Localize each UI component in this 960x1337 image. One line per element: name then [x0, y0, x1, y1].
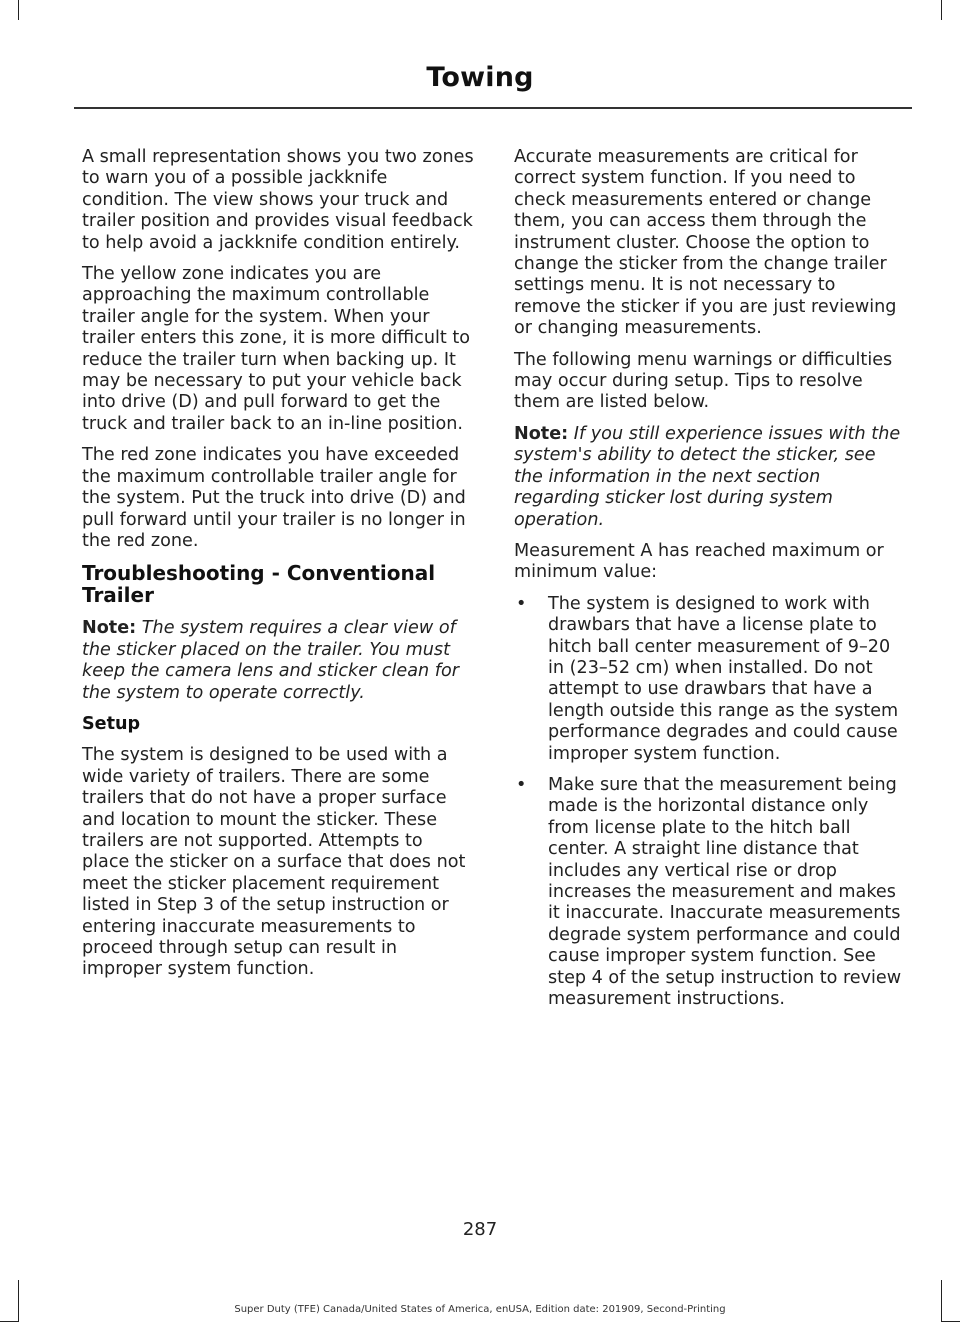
note-label: Note: [514, 423, 569, 444]
crop-mark-bottom-left-v [18, 1280, 19, 1322]
list-item [514, 594, 906, 765]
note-label: Note: [82, 618, 137, 639]
bullet-symbol: • [516, 774, 527, 795]
crop-mark-bottom-right-v [941, 1280, 942, 1322]
crop-mark-bottom-left-h [0, 1321, 19, 1322]
list-item [514, 775, 906, 1010]
paragraph-jackknife-zones: A small representation shows you two zones to warn you of a possible jackknife condition. The view shows your truck and trailer position and provides visual feedback to help avoid a jackknife condition entirely. [82, 147, 474, 253]
crop-mark-top-right [941, 0, 942, 20]
note-camera [82, 618, 474, 704]
section-title: Towing [426, 62, 534, 93]
right-column [514, 147, 906, 1020]
crop-mark-top-left [18, 0, 19, 20]
page-number: 287 [462, 1219, 498, 1240]
footer-edition: Super Duty (TFE) Canada/United States of America, enUSA, Edition date: 201909, Second-Printing [234, 1304, 726, 1315]
paragraph-yellow-zone: The yellow zone indicates you are approaching the maximum controllable trailer angle for the system. When your trailer enters this zone, it is more difficult to reduce the trailer turn when backing up. It may be necessary to put your vehicle back into drive (D) and pull forward to get the truck and trailer back to an in-line position. [82, 264, 471, 434]
header-rule [74, 107, 912, 109]
subheading-setup: Setup [82, 713, 141, 734]
heading-troubleshooting: Troubleshooting - Conventional Trailer [82, 561, 436, 608]
paragraph-menu-warnings: The following menu warnings or difficulties may occur during setup. Tips to resolve them are listed below. [514, 349, 893, 413]
note-text: If you still experience issues with the system's ability to detect the sticker, see the information in the next section regarding sticker lost during system operation. [514, 423, 901, 530]
paragraph-setup: The system is designed to be used with a wide variety of trailers. There are some trailers that do not have a proper surface and location to mount the sticker. These trailers are not supported. Attempts to place the sticker on a surface that does not meet the sticker placement requirement listed in Step 3 of the setup instruction or entering inaccurate measurements to proceed through setup can result in improper system function. [82, 745, 466, 980]
left-column [82, 147, 474, 991]
list-item-text: The system is designed to work with drawbars that have a license plate to hitch ball center measurement of 9–20 in (23–52 cm) when installed. Do not attempt to use drawbars that have a length outside this range as the system performance degrades and could cause improper system function. [548, 593, 899, 764]
crop-mark-bottom-right-h [941, 1321, 960, 1322]
note-sticker-detection [514, 424, 906, 531]
paragraph-accurate-measurements: Accurate measurements are critical for correct system function. If you need to check measurements entered or change them, you can access them through the instrument cluster. Choose the option to change the sticker from the change trailer settings menu. It is not necessary to remove the sticker if you are just reviewing or changing measurements. [514, 147, 897, 339]
note-text: The system requires a clear view of the sticker placed on the trailer. You must keep the camera lens and sticker clean for the system to operate correctly. [82, 618, 459, 703]
bullet-symbol: • [516, 593, 527, 614]
list-item-text: Make sure that the measurement being made is the horizontal distance only from license plate to the hitch ball center. A straight line distance that includes any vertical rise or drop increases the measurement and makes it inaccurate. Inaccurate measurements degrade system performance and could cause improper system function. See step 4 of the setup instruction to review measurement instructions. [548, 774, 902, 1010]
paragraph-measurement-a: Measurement A has reached maximum or minimum value: [514, 540, 884, 583]
paragraph-red-zone: The red zone indicates you have exceeded the maximum controllable trailer angle for the system. Put the truck into drive (D) and pull forward until your trailer is no longer in the red zone. [82, 445, 466, 551]
bullet-list [514, 594, 906, 1011]
